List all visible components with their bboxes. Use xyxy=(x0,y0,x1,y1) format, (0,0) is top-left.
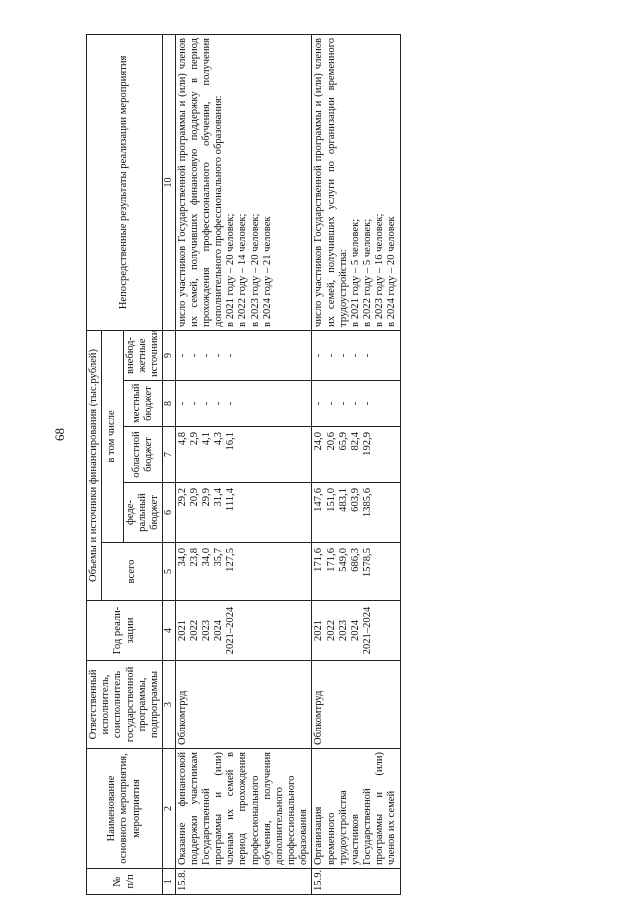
header-finance-group: Объемы и источники финансирования (тыс.рублей) xyxy=(87,330,102,600)
reg-cell xyxy=(312,427,400,483)
result-line: в 2024 году – 20 человек xyxy=(386,216,398,327)
result-line: в 2021 году – 20 человек; xyxy=(225,213,237,327)
header-executor: Ответственный исполнитель, соисполнитель государственной программы, подпрограммы xyxy=(87,661,163,749)
ext-value: - xyxy=(313,353,325,358)
header-fed: феде-ральный бюджет xyxy=(123,483,163,543)
total-value: 23,8 xyxy=(188,548,200,567)
reg-value: 4,3 xyxy=(213,432,225,446)
total-cell xyxy=(312,543,400,601)
col-index: 5 xyxy=(163,543,176,601)
total-value: 171,6 xyxy=(313,548,325,572)
fed-value: 151,0 xyxy=(325,488,337,512)
program-measures-table xyxy=(86,34,401,895)
loc-cell xyxy=(312,381,400,427)
loc-value: - xyxy=(188,401,200,406)
total-value: 34,0 xyxy=(200,548,212,567)
reg-value: 24,0 xyxy=(313,432,325,451)
column-index-row xyxy=(163,34,176,894)
year-value: 2023 xyxy=(337,619,349,642)
result-cell xyxy=(312,34,400,330)
total-value: 127,5 xyxy=(225,548,237,572)
loc-value: - xyxy=(362,401,374,406)
year-value: 2022 xyxy=(325,619,337,642)
result-cell xyxy=(175,34,312,330)
table-row xyxy=(175,34,312,894)
result-line: в 2023 году – 16 человек; xyxy=(374,213,386,327)
ext-value: - xyxy=(325,353,337,358)
reg-value: 192,9 xyxy=(362,432,374,456)
header-reg: областной бюджет xyxy=(123,427,163,483)
result-line: в 2021 году – 5 человек; xyxy=(349,218,361,327)
fed-value: 29,2 xyxy=(176,488,188,507)
total-value: 34,0 xyxy=(176,548,188,567)
year-value: 2023 xyxy=(200,619,212,642)
executor: Облкомтруд xyxy=(175,661,312,749)
loc-value: - xyxy=(349,401,361,406)
ext-value: - xyxy=(337,353,349,358)
year-value: 2021 xyxy=(176,619,188,642)
col-index: 7 xyxy=(163,427,176,483)
header-total: всего xyxy=(102,543,163,601)
loc-value: - xyxy=(325,401,337,406)
year-value: 2021 xyxy=(313,619,325,642)
header-incl: в том числе xyxy=(102,330,123,542)
col-index: 4 xyxy=(163,601,176,661)
ext-cell xyxy=(175,330,312,380)
fed-value: 20,9 xyxy=(188,488,200,507)
col-index: 10 xyxy=(163,34,176,330)
fed-value: 1385,6 xyxy=(362,488,374,518)
ext-value: - xyxy=(188,353,200,358)
header-ext: внебюд-жетные источники xyxy=(123,330,163,380)
years-cell xyxy=(175,601,312,661)
ext-cell xyxy=(312,330,400,380)
ext-value: - xyxy=(200,353,212,358)
years-cell xyxy=(312,601,400,661)
fed-value: 111,4 xyxy=(225,488,237,512)
fed-cell xyxy=(312,483,400,543)
loc-value: - xyxy=(225,401,237,406)
page-number: 68 xyxy=(52,428,67,441)
header-name: Наименование основного мероприятия, мероприятия xyxy=(87,749,163,869)
reg-value: 20,6 xyxy=(325,432,337,451)
fed-value: 29,9 xyxy=(200,488,212,507)
col-index: 6 xyxy=(163,483,176,543)
reg-value: 4,8 xyxy=(176,432,188,446)
col-index: 1 xyxy=(163,869,176,895)
fed-value: 147,6 xyxy=(313,488,325,512)
reg-cell xyxy=(175,427,312,483)
fed-value: 603,9 xyxy=(349,488,361,512)
ext-value: - xyxy=(213,353,225,358)
row-number: 15.9. xyxy=(312,869,400,895)
row-number: 15.8. xyxy=(175,869,312,895)
reg-value: 82,4 xyxy=(349,432,361,451)
result-line: в 2024 году – 21 человек xyxy=(261,216,273,327)
col-index: 2 xyxy=(163,749,176,869)
executor: Облкомтруд xyxy=(312,661,400,749)
ext-value: - xyxy=(176,353,188,358)
reg-value: 2,9 xyxy=(188,432,200,446)
fed-value: 483,1 xyxy=(337,488,349,512)
reg-value: 4,1 xyxy=(200,432,212,446)
total-cell xyxy=(175,543,312,601)
total-value: 171,6 xyxy=(325,548,337,572)
total-value: 1578,5 xyxy=(362,548,374,578)
header-loc: местный бюджет xyxy=(123,381,163,427)
loc-value: - xyxy=(200,401,212,406)
result-line: в 2023 году – 20 человек; xyxy=(249,213,261,327)
fed-cell xyxy=(175,483,312,543)
ext-value: - xyxy=(362,353,374,358)
fed-value: 31,4 xyxy=(213,488,225,507)
loc-value: - xyxy=(213,401,225,406)
year-value: 2022 xyxy=(188,619,200,642)
year-value: 2021–2024 xyxy=(362,606,374,655)
col-index: 8 xyxy=(163,381,176,427)
col-index: 3 xyxy=(163,661,176,749)
total-value: 549,0 xyxy=(337,548,349,572)
loc-value: - xyxy=(337,401,349,406)
year-value: 2021–2024 xyxy=(225,606,237,655)
loc-cell xyxy=(175,381,312,427)
total-value: 35,7 xyxy=(213,548,225,567)
table-row xyxy=(312,34,400,894)
result-line: в 2022 году – 5 человек; xyxy=(362,218,374,327)
header-num: № п/п xyxy=(87,869,163,895)
measure-name: Оказание финансовой поддержки участникам Государственной программы и (или) членам их семей в период прохождения профессионального обучения, получения дополнительного профессионального образования xyxy=(175,749,312,869)
reg-value: 16,1 xyxy=(225,432,237,451)
header-results: Непосредственные результаты реализации мероприятия xyxy=(87,34,163,330)
year-value: 2024 xyxy=(349,619,361,642)
result-line: в 2022 году – 14 человек; xyxy=(237,213,249,327)
year-value: 2024 xyxy=(213,619,225,642)
reg-value: 65,9 xyxy=(337,432,349,451)
col-index: 9 xyxy=(163,330,176,380)
result-text: число участников Государственной программы и (или) членов их семей, получивших услуги по организации временного трудоустройства: xyxy=(313,37,349,327)
header-year: Год реали-зации xyxy=(87,601,163,661)
rotated-table-wrapper xyxy=(86,35,476,895)
result-text: число участников Государственной программы и (или) членов их семей, получивших финансовую поддержку в период прохождения профессионального обучения, получения дополнительного профессионального образования: xyxy=(176,37,225,327)
loc-value: - xyxy=(176,401,188,406)
ext-value: - xyxy=(349,353,361,358)
total-value: 686,3 xyxy=(349,548,361,572)
loc-value: - xyxy=(313,401,325,406)
measure-name: Организация временного трудоустройства участников Государственной программы и (или) членов их семей xyxy=(312,749,400,869)
ext-value: - xyxy=(225,353,237,358)
